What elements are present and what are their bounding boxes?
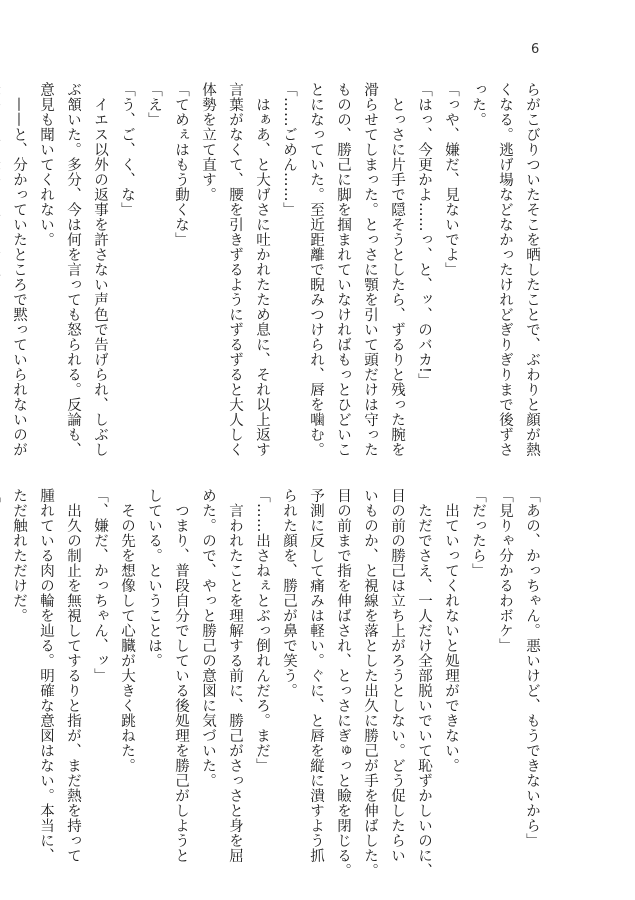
text-line: とになっていた。至近距離で睨みつけられ、唇を噛む。 (308, 82, 324, 457)
text-line: イエス以外の返事を許さない声色で告げられ、しぶし (92, 82, 108, 457)
text-line: 「てめぇはもう動くな」 (173, 82, 189, 247)
text-line: はぁあ、と大げさに吐かれたため息に、それ以上返す (254, 82, 270, 457)
text-line: 言われたことを理解する前に、勝己がさっさと身を屈 (227, 488, 243, 863)
text-line: 「……出さねぇとぶっ倒れんだろ。まだ」 (254, 488, 270, 773)
lower-text-block (0, 488, 545, 878)
text-line: している。ということは。 (146, 488, 162, 668)
text-line: ものの、勝己に脚を掴まれていなければもっとひどいこ (335, 82, 351, 457)
text-line: くなる。逃げ場などなかったけれどぎりぎりまで後ずさ (497, 82, 513, 457)
text-line: 目の前の勝己は立ち上がろうとしない。どう促したらい (389, 488, 405, 863)
text-line: ——と、分かっていたところで黙っていられないのが (11, 82, 27, 457)
text-line: 「っや、嫌だ、見ないでよ」 (443, 82, 459, 277)
text-line: その先を想像して心臓が大きく跳ねた。 (119, 488, 135, 773)
text-line: らがこびりついたそこを晒したことで、ぶわりと顔が熱 (524, 82, 540, 457)
text-line: 「だったら」 (470, 488, 486, 578)
text-line (0, 488, 5, 868)
text-line: 「見りゃ分かるわボケ」 (497, 488, 513, 653)
text-line: 「え」 (146, 82, 162, 127)
text-line: 言葉がなくて、腰を引きずるようにずるずると大人しく (227, 82, 243, 457)
text-line: つまり、普段自分でしている後処理を勝己がしようと (173, 488, 189, 863)
text-line: ただ触れただけだ。 (11, 488, 27, 623)
text-line: 体勢を立て直す。 (200, 82, 216, 202)
text-line: 意見も聞いてくれない。 (38, 82, 54, 247)
text-line: られた顔を、勝己が鼻で笑う。 (281, 488, 297, 698)
text-line: めた。ので、やっと勝己の意図に気づいた。 (200, 488, 216, 788)
text-line: 予測に反して痛みは軽い。ぐに、と唇を縦に潰すよう抓 (308, 488, 324, 863)
upper-text-block (0, 82, 545, 472)
text-line: 腫れている肉の輪を辿る。明確な意図はない。本当に、 (38, 488, 54, 863)
text-line: 「はっ、今更かよ……っ、と、ッ、のバカ!」 (416, 82, 432, 389)
text-line: 出ていってくれないと処理ができない。 (443, 488, 459, 773)
text-line: 目の前まで指を伸ばされ、とっさにぎゅっと瞼を閉じる。 (335, 488, 351, 878)
text-line: 滑らせてしまった。とっさに顎を引いて頭だけは守った (362, 82, 378, 457)
text-line: った。 (470, 82, 486, 127)
text-line: とっさに片手で隠そうとしたら、ずるりと残った腕を (389, 82, 405, 457)
text-line: 「、嫌だ、かっちゃん、ッ」 (92, 488, 108, 683)
text-line: ただでさえ、一人だけ全部脱いでいて恥ずかしいのに、 (416, 488, 432, 878)
text-line: 「あの、かっちゃん。悪いけど、もうできないから」 (524, 488, 540, 848)
text-line: 「う、ご、く、な」 (119, 82, 135, 217)
text-line: 出久の制止を無視してするりと指が、まだ熱を持って (65, 488, 81, 863)
text-line: いものか、と視線を落とした出久に勝己が手を伸ばした。 (362, 488, 378, 878)
page-number: 6 (531, 42, 540, 57)
text-line: 「……ごめん……」 (281, 82, 297, 217)
text-line: ぶ頷いた。多分、今は何を言っても怒られる。反論も、 (65, 82, 81, 457)
